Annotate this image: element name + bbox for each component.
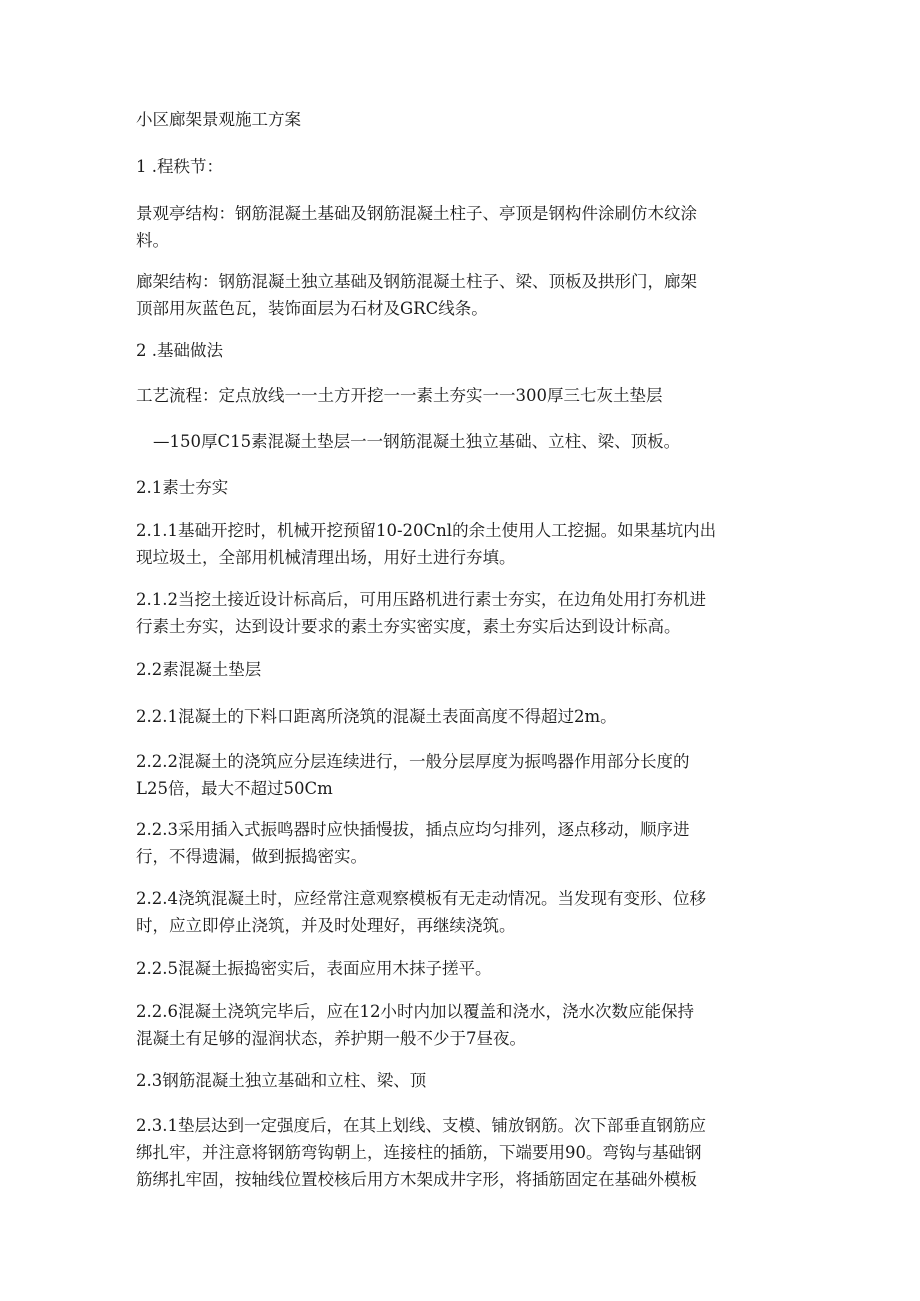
text-line: 2.1.1基础开挖时，机械开挖预留10-20Cnl的余土使用人工挖掘。如果基坑内出 <box>136 521 717 540</box>
section-heading <box>136 474 786 501</box>
text-line: 现垃圾土，全部用机械清理出场，用好土进行夯填。 <box>136 548 516 567</box>
paragraph <box>136 1112 786 1193</box>
section-heading <box>136 656 786 683</box>
paragraph <box>136 517 786 571</box>
paragraph <box>136 337 786 364</box>
text-line: 2.2.6混凝土浇筑完毕后，应在12小时内加以覆盖和浇水，浇水次数应能保持 <box>136 1002 694 1021</box>
text-line: 2.2.4浇筑混凝土时，应经常注意观察模板有无走动情况。当发现有变形、位移 <box>136 889 706 908</box>
text-line: 工艺流程：定点放线一一土方开挖一一素土夯实一一300厚三七灰土垫层 <box>136 386 663 405</box>
paragraph <box>136 153 786 180</box>
text-line: 料。 <box>136 231 169 250</box>
text-line: 绑扎牢，并注意将钢筋弯钩朝上，连接柱的插筋，下端要用90。弯钩与基础钢 <box>136 1143 702 1162</box>
text-line: 2.3钢筋混凝土独立基础和立柱、梁、顶 <box>136 1071 427 1090</box>
paragraph <box>136 885 786 939</box>
text-line: 2 .基础做法 <box>136 341 223 360</box>
paragraph <box>136 955 786 982</box>
paragraph <box>136 586 786 640</box>
text-line: 筋绑扎牢固，按轴线位置校核后用方木架成井字形，将插筋固定在基础外模板 <box>136 1170 697 1189</box>
text-line: 2.2.2混凝土的浇筑应分层连续进行，一般分层厚度为振鸣器作用部分长度的 <box>136 752 690 771</box>
document-title <box>136 106 786 133</box>
text-line: 2.2.3采用插入式振鸣器时应快插慢拔，插点应均匀排列，逐点移动，顺序进 <box>136 820 690 839</box>
paragraph <box>136 200 786 254</box>
paragraph <box>136 748 786 802</box>
text-line: 行素土夯实，达到设计要求的素土夯实密实度，素土夯实后达到设计标高。 <box>136 617 681 636</box>
paragraph <box>136 998 786 1052</box>
paragraph <box>153 428 803 455</box>
text-line: 2.2素混凝土垫层 <box>136 660 262 679</box>
text-line: 1 .程秩节： <box>136 157 223 176</box>
text-line: —150厚C15素混凝土垫层一一钢筋混凝土独立基础、立柱、梁、顶板。 <box>153 432 681 451</box>
text-line: 2.2.5混凝土振捣密实后，表面应用木抹子搓平。 <box>136 959 492 978</box>
paragraph <box>136 703 786 730</box>
text-line: L25倍，最大不超过50Cm <box>136 779 333 798</box>
paragraph <box>136 816 786 870</box>
text-line: 2.1.2当挖土接近设计标高后，可用压路机进行素士夯实，在边角处用打夯机进 <box>136 590 706 609</box>
paragraph <box>136 268 786 322</box>
text-line: 小区廊架景观施工方案 <box>136 110 301 129</box>
text-line: 廊架结构：钢筋混凝土独立基础及钢筋混凝土柱子、梁、顶板及拱形门，廊架 <box>136 272 697 291</box>
text-line: 行，不得遗漏，做到振捣密实。 <box>136 847 367 866</box>
text-line: 顶部用灰蓝色瓦，装饰面层为石材及GRC线条。 <box>136 299 488 318</box>
text-line: 2.1素士夯实 <box>136 478 229 497</box>
section-heading <box>136 1067 786 1094</box>
paragraph <box>136 382 786 409</box>
text-line: 景观亭结构：钢筋混凝土基础及钢筋混凝土柱子、亭顶是钢构件涂刷仿木纹涂 <box>136 204 697 223</box>
text-line: 2.2.1混凝土的下料口距离所浇筑的混凝土表面高度不得超过2m。 <box>136 707 617 726</box>
text-line: 2.3.1垫层达到一定强度后，在其上划线、支模、铺放钢筋。次下部垂直钢筋应 <box>136 1116 706 1135</box>
text-line: 时，应立即停止浇筑，并及时处理好，再继续浇筑。 <box>136 916 516 935</box>
text-line: 混凝土有足够的湿润状态，养护期一般不少于7昼夜。 <box>136 1029 526 1048</box>
